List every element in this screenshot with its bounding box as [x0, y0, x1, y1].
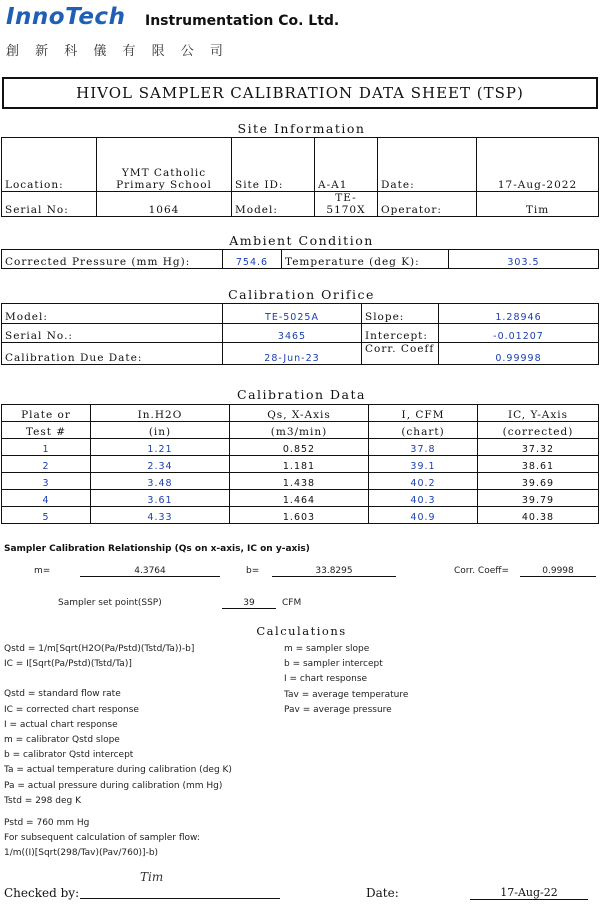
site-info-heading: Site Information — [237, 121, 366, 136]
calc-line: Pav = average pressure — [284, 704, 392, 715]
ambient-table — [1, 249, 599, 269]
table-cell: 0.852 — [230, 439, 369, 456]
footer-date-label: Date: — [366, 886, 399, 900]
table-cell: 4.33 — [91, 507, 230, 524]
table-row — [2, 456, 599, 473]
calc-line: I = actual chart response — [4, 719, 118, 730]
caldata-subheader: Test # — [2, 422, 91, 439]
model-value: TE-5170X — [315, 192, 378, 217]
table-cell: 40.38 — [478, 507, 599, 524]
checked-by-label: Checked by: — [4, 886, 80, 900]
calc-line: m = sampler slope — [284, 644, 370, 654]
table-cell: 3.48 — [91, 473, 230, 490]
table-cell: 1.603 — [230, 507, 369, 524]
calc-line: b = calibrator Qstd intercept — [4, 750, 134, 761]
calc-line: Pstd = 760 mm Hg — [4, 818, 90, 829]
b-label: b= — [246, 566, 260, 576]
m-label: m= — [34, 566, 51, 576]
site-id-label: Site ID: — [232, 138, 315, 192]
location-value: YMT Catholic Primary School — [97, 138, 232, 192]
table-cell: 1 — [2, 439, 91, 456]
calc-line: IC = I[Sqrt(Pa/Pstd)(Tstd/Ta)] — [4, 659, 132, 670]
operator-value: Tim — [477, 192, 599, 217]
calc-line: 1/m((I)[Sqrt(298/Tav)(Pav/760)]-b) — [4, 848, 159, 859]
caldata-subheader: (m3/min) — [230, 422, 369, 439]
calc-line: Ta = actual temperature during calibration (deg K) — [4, 765, 232, 776]
serial-value: 1064 — [97, 192, 232, 217]
table-cell: 4 — [2, 490, 91, 507]
table-row — [2, 507, 599, 524]
relationship-corr-label: Corr. Coeff= — [454, 566, 509, 576]
table-cell: 1.438 — [230, 473, 369, 490]
due-date-label: Calibration Due Date: — [2, 343, 223, 365]
table-row — [2, 490, 599, 507]
calc-right-list — [284, 642, 408, 718]
orifice-serial-label: Serial No.: — [2, 324, 223, 343]
temperature-label: Temperature (deg K): — [282, 250, 449, 269]
pressure-value: 754.6 — [223, 250, 282, 269]
orifice-table — [1, 303, 599, 365]
table-cell: 40.3 — [369, 490, 478, 507]
calc-line: Tstd = 298 deg K — [4, 795, 81, 806]
caldata-header: In.H2O — [91, 405, 230, 422]
caldata-table — [1, 404, 599, 524]
caldata-header: Plate or — [2, 405, 91, 422]
caldata-header: IC, Y-Axis — [478, 405, 599, 422]
corr-coeff-value: 0.99998 — [439, 343, 599, 365]
page-title: HIVOL SAMPLER CALIBRATION DATA SHEET (TSP) — [2, 77, 598, 109]
table-cell: 2 — [2, 456, 91, 473]
date-label: Date: — [378, 138, 477, 192]
table-cell: 2.34 — [91, 456, 230, 473]
company-name: Instrumentation Co. Ltd. — [145, 13, 340, 29]
caldata-heading: Calibration Data — [237, 387, 366, 402]
calculations-heading: Calculations — [256, 624, 347, 638]
date-value: 17-Aug-2022 — [477, 138, 599, 192]
due-date-value: 28-Jun-23 — [223, 343, 362, 365]
calc-line: Qstd = standard flow rate — [4, 689, 121, 700]
orifice-serial-value: 3465 — [223, 324, 362, 343]
site-id-value: A-A1 — [315, 138, 378, 192]
corr-coeff-label: Corr. Coeff — [362, 343, 439, 365]
table-cell: 5 — [2, 507, 91, 524]
calc-line: For subsequent calculation of sampler flow: — [4, 833, 200, 844]
orifice-heading: Calibration Orifice — [228, 287, 375, 302]
serial-label: Serial No: — [2, 192, 97, 217]
table-cell: 39.1 — [369, 456, 478, 473]
table-cell: 3 — [2, 473, 91, 490]
table-cell: 37.32 — [478, 439, 599, 456]
footer-date-value: 17-Aug-22 — [470, 886, 588, 900]
location-label: Location: — [2, 138, 97, 192]
ssp-label: Sampler set point(SSP) — [58, 598, 162, 608]
m-value: 4.3764 — [80, 566, 220, 577]
calc-line: Pa = actual pressure during calibration (mm Hg) — [4, 780, 223, 791]
calc-line: b = sampler intercept — [284, 659, 383, 670]
calc-line: Qstd = 1/m[Sqrt(H2O(Pa/Pstd)(Tstd/Ta))-b] — [4, 644, 195, 654]
caldata-subheader: (chart) — [369, 422, 478, 439]
site-info-table — [1, 137, 599, 217]
calc-line — [4, 672, 232, 687]
relationship-heading: Sampler Calibration Relationship (Qs on x-axis, IC on y-axis) — [4, 544, 310, 554]
intercept-label: Intercept: — [362, 324, 439, 343]
operator-label: Operator: — [378, 192, 477, 217]
model-label: Model: — [232, 192, 315, 217]
company-logo: InnoTech — [6, 4, 126, 30]
ambient-heading: Ambient Condition — [229, 233, 374, 248]
caldata-header: I, CFM — [369, 405, 478, 422]
slope-value: 1.28946 — [439, 304, 599, 324]
calc-line: m = calibrator Qstd slope — [4, 735, 120, 746]
pressure-label: Corrected Pressure (mm Hg): — [2, 250, 223, 269]
checked-by-signature: Tim — [140, 870, 164, 884]
table-cell: 38.61 — [478, 456, 599, 473]
calc-line: IC = corrected chart response — [4, 704, 139, 715]
table-cell: 40.9 — [369, 507, 478, 524]
checked-by-line — [80, 898, 280, 899]
caldata-subheader: (in) — [91, 422, 230, 439]
calc-line: Tav = average temperature — [284, 689, 409, 700]
table-cell: 3.61 — [91, 490, 230, 507]
relationship-corr-value: 0.9998 — [520, 566, 596, 577]
table-cell: 37.8 — [369, 439, 478, 456]
calc-line: I = chart response — [284, 674, 368, 685]
orifice-model-value: TE-5025A — [223, 304, 362, 324]
temperature-value: 303.5 — [449, 250, 599, 269]
b-value: 33.8295 — [272, 566, 396, 577]
intercept-value: -0.01207 — [439, 324, 599, 343]
table-row — [2, 439, 599, 456]
table-cell: 39.69 — [478, 473, 599, 490]
calc-left-list — [4, 642, 232, 862]
orifice-model-label: Model: — [2, 304, 223, 324]
caldata-subheader: (corrected) — [478, 422, 599, 439]
table-cell: 40.2 — [369, 473, 478, 490]
table-cell: 1.21 — [91, 439, 230, 456]
table-row — [2, 473, 599, 490]
ssp-unit: CFM — [282, 598, 302, 608]
slope-label: Slope: — [362, 304, 439, 324]
table-cell: 1.464 — [230, 490, 369, 507]
table-cell: 1.181 — [230, 456, 369, 473]
company-chinese-name: 創 新 科 儀 有 限 公 司 — [6, 44, 229, 59]
ssp-value: 39 — [222, 598, 276, 609]
caldata-header: Qs, X-Axis — [230, 405, 369, 422]
table-cell: 39.79 — [478, 490, 599, 507]
